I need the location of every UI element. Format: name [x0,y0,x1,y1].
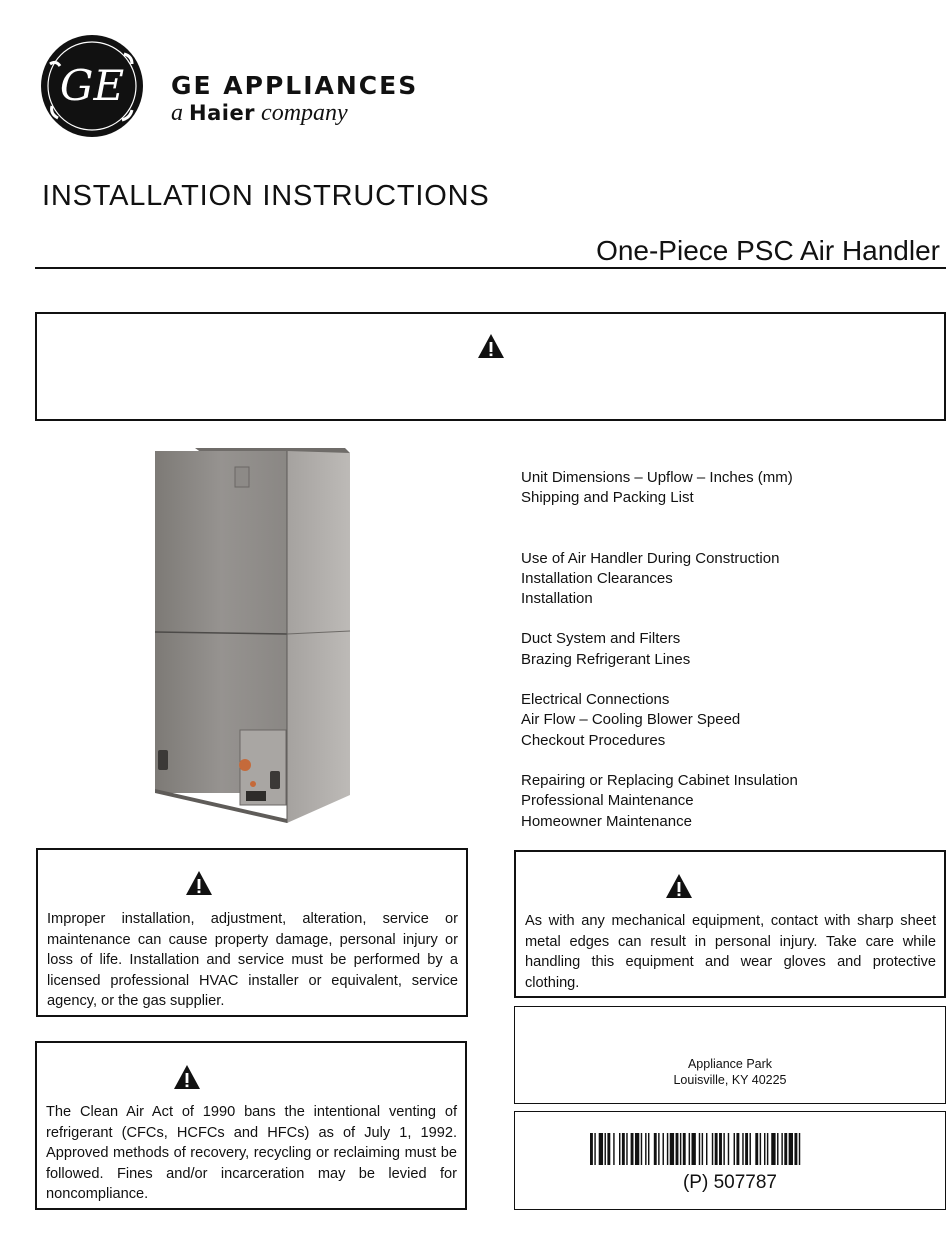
address-line2: Louisville, KY 40225 [673,1073,787,1087]
haier-wordmark: Haier [189,101,256,125]
barcode-bar [648,1133,649,1165]
toc-item: Homeowner Maintenance [521,812,692,830]
barcode-bar [663,1133,664,1165]
barcode-bar [613,1133,614,1165]
toc-item: Use of Air Handler During Construction [521,549,780,567]
toc-item: Checkout Procedures [521,731,666,749]
toc-item: Installation [521,590,593,608]
warning-triangle-icon [477,333,505,359]
barcode-bar [702,1133,703,1165]
toc-item: Air Flow – Cooling Blower Speed [521,711,741,729]
barcode-bar [723,1133,724,1165]
part-number: (P) 507787 [682,1172,777,1193]
barcode-bar [745,1133,748,1165]
barcode-bar [760,1133,761,1165]
toc-group [521,549,798,610]
toc-group [521,468,798,509]
barcode-bar [635,1133,639,1165]
toc-group [521,771,798,832]
address-box [514,1006,946,1104]
installation-warning-text: Improper installation, adjustment, alteration, service or maintenance can cause property damage, personal injury or loss of life. Installation and service must be performed by a licensed professional HVAC installer or equivalent, service agency, or the gas supplier. [47,911,458,1010]
barcode-bar [689,1133,690,1165]
barcode-bar [645,1133,646,1165]
barcode-bar [712,1133,713,1165]
title-divider [35,267,946,269]
address-block [515,1056,945,1088]
barcode-bar [599,1133,603,1165]
toc-item: Shipping and Packing List [521,489,694,507]
barcode-bar [719,1133,722,1165]
barcode-bar [680,1133,681,1165]
air-handler-illustration [150,445,360,830]
barcode-bar [631,1133,634,1165]
warning-triangle-icon [173,1064,201,1090]
toc-group [521,629,798,670]
barcode-bar [590,1133,593,1165]
barcode-bar [605,1133,606,1165]
toc-item: Brazing Refrigerant Lines [521,650,691,668]
document-title: INSTALLATION INSTRUCTIONS [42,180,490,212]
toc-item: Unit Dimensions – Upflow – Inches (mm) [521,469,793,486]
barcode-bar [784,1133,787,1165]
barcode-bar [781,1133,782,1165]
toc-item: Installation Clearances [521,569,673,587]
warning-triangle-icon [185,870,213,896]
barcode-bar [734,1133,735,1165]
barcode-bar [676,1133,679,1165]
clean-air-act-warning-text: The Clean Air Act of 1990 bans the intentional venting of refrigerant (CFCs, HCFCs and HFCs) as of July 1, 1992. Approved methods of recovery, recycling or reclaiming must be followed. Fines and/or incarceration may be levied for noncompliance. [46,1104,457,1203]
barcode-bar [789,1133,793,1165]
barcode-bar [799,1133,800,1165]
top-warning-box [35,312,946,421]
brand-tagline [171,100,348,127]
sheet-metal-warning-box [514,850,946,998]
table-of-contents [521,468,798,852]
tagline-a: a [171,100,183,126]
sheet-metal-warning-text: As with any mechanical equipment, contact with sharp sheet metal edges can result in personal injury. Take care while handling this equipment and wear gloves and protective clothing. [525,913,936,991]
barcode [590,1133,870,1165]
ge-monogram-text: GE [59,61,125,110]
barcode-bar [699,1133,700,1165]
barcode-bar [692,1133,696,1165]
barcode-bar [641,1133,642,1165]
barcode-bar [771,1133,775,1165]
barcode-bar [777,1133,778,1165]
barcode-bar [670,1133,674,1165]
barcode-bar [667,1133,668,1165]
barcode-bar [622,1133,625,1165]
barcode-bar [742,1133,743,1165]
barcode-bar [706,1133,707,1165]
product-title: One-Piece PSC Air Handler [596,235,940,266]
barcode-bar [764,1133,765,1165]
barcode-bar [658,1133,659,1165]
barcode-bar [619,1133,620,1165]
barcode-bar [794,1133,797,1165]
barcode-bar [728,1133,729,1165]
barcode-bar [767,1133,768,1165]
address-line1: Appliance Park [687,1057,773,1071]
barcode-bar [755,1133,758,1165]
toc-group [521,690,798,751]
installation-warning-box [36,848,468,1017]
barcode-bar [654,1133,657,1165]
toc-item: Duct System and Filters [521,630,681,648]
barcode-bar [626,1133,627,1165]
barcode-bar [715,1133,718,1165]
toc-item: Repairing or Replacing Cabinet Insulation [521,771,798,789]
brand-name: GE APPLIANCES [171,71,419,100]
barcode-bar [607,1133,610,1165]
barcode-box [514,1111,946,1210]
barcode-bar [683,1133,686,1165]
barcode-bar [750,1133,751,1165]
clean-air-act-warning-box [35,1041,467,1210]
toc-item: Professional Maintenance [521,792,694,810]
barcode-bar [594,1133,595,1165]
toc-item: Electrical Connections [521,691,670,709]
ge-logo [40,34,144,138]
tagline-company: company [261,100,348,126]
warning-triangle-icon [665,873,693,899]
barcode-bar [736,1133,739,1165]
